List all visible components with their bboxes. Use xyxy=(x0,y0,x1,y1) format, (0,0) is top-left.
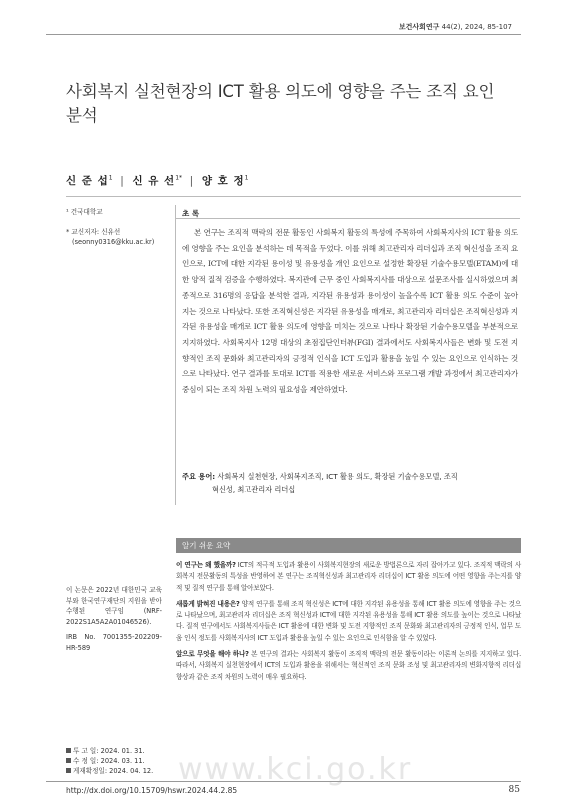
author-separator: | xyxy=(120,175,125,187)
affiliation: ¹ 건국대학교 xyxy=(66,208,103,216)
accepted-date: 게재확정일: 2024. 04. 12. xyxy=(73,767,154,776)
journal-issue: 44(2), 2024, 85-107 xyxy=(439,23,512,31)
page-number: 85 xyxy=(508,785,520,795)
abstract-heading: 초 록 xyxy=(182,209,200,218)
summary-answer: 본 연구의 결과는 사회복지 활동이 조직적 맥락의 전문 활동이라는 이론적 논의를 지지하고 있다. 따라서, 사회복지 실천현장에서 ICT의 도입과 활용을 위해서는 혁신적인 조직 문화 조성 및 최고관리자의 변화지향적 리더십 향상과 같은 조직 차원의 노력이 매우 필요하다. xyxy=(176,650,522,681)
summary-question: 이 연구는 왜 했을까? xyxy=(176,561,236,569)
easy-summary-heading: 알기 쉬운 요약 xyxy=(182,541,231,550)
author-mark: 1 xyxy=(244,174,249,182)
author-separator: | xyxy=(189,175,195,187)
easy-summary-header xyxy=(176,538,521,553)
abstract-text: 본 연구는 조직적 맥락의 전문 활동인 사회복지 활동의 특성에 주목하여 사회복지사의 ICT 활용 의도에 영향을 주는 요인을 분석하는 데 목적을 두었다. 이를 위해 최고관리자 리더십과 조직 혁신성을 조직 요인으로, ICT에 대한 지각된 용이성 및 유용성을 개인 요인으로 설정한 확장된 기술수용모델(ETAM)에 대한 양적 질적 검증을 수행하였다. 복지관에 근무 중인 사회복지사를 대상으로 설문조사를 실시하였으며 최종적으로 316명의 응답을 분석한 결과, 지각된 유용성과 용이성이 높을수록 ICT 활용 의도 수준이 높아지는 것으로 나타났다. 또한 조직혁신성은 지각된 유용성을 매개로, 최고관리자 리더십은 조직혁신성과 지각된 유용성을 매개로 ICT 활용 의도에 영향을 미치는 것으로 나타나 확장된 기술수용모델을 부분적으로 지지하였다. 사회복지사 12명 대상의 초점집단인터뷰(FGI) 결과에서도 사회복지사들은 변화 및 도전 지향적인 조직 문화와 최고관리자의 긍정적 인식을 ICT 도입과 활용을 높일 수 있는 요인으로 인식하는 것으로 나타났다. 연구 결과를 토대로 ICT를 적용한 새로운 서비스와 프로그램 개발 과정에서 최고관리자가 중심이 되는 조직 차원 노력의 필요성을 제안하였다. xyxy=(182,228,518,395)
corresponding-email: (seonny0316@kku.ac.kr) xyxy=(72,238,155,246)
journal-name: 보건사회연구 xyxy=(398,23,440,31)
author-mark: 1* xyxy=(175,174,183,182)
doi-link[interactable]: http://dx.doi.org/10.15709/hswr.2024.44.2.85 xyxy=(66,786,238,795)
keywords-line-1: 사회복지 실천현장, 사회복지조직, ICT 활용 의도, 확장된 기술수용모델, 조직 xyxy=(217,472,458,481)
bottom-rule xyxy=(46,781,521,782)
summary-answer: 양적 연구를 통해 조직 혁신성은 ICT에 대한 지각된 유용성을 통해 ICT 활용 의도에 영향을 주는 것으로 나타났으며, 최고관리자 리더십은 조직 혁신성과 ICT에 대한 지각된 유용성을 통해 ICT 활용 의도를 높이는 것으로 나타났다. 질적 연구에서도 사회복지사들은 ICT 활용에 대한 변화 및 도전 지향적인 조직 문화와 최고관리자의 긍정적 인식, 업무 도움 인식 정도를 사회복지사의 ICT 도입과 활용을 높일 수 있는 요인으로 인식함을 알 수 있었다. xyxy=(176,599,521,642)
abstract-heading-rule xyxy=(175,218,520,219)
corresponding-author: * 교신저자: 신유선 xyxy=(66,228,121,236)
article-title: 사회복지 실천현장의 ICT 활용 의도에 영향을 주는 조직 요인 분석 xyxy=(66,82,495,125)
author-name: 신 준 섭 xyxy=(66,175,109,187)
keywords-label: 주요 용어: xyxy=(182,472,216,481)
summary-question: 앞으로 무엇을 해야 하나? xyxy=(176,650,249,659)
journal-info xyxy=(399,22,512,32)
keywords-line-2: 혁신성, 최고관리자 리더십 xyxy=(212,485,296,494)
received-date: 투 고 일: 2024. 01. 31. xyxy=(73,747,145,755)
summary-answer: ICT의 적극적 도입과 활용이 사회복지현장의 새로운 방법론으로 자리 잡아가고 있다. 조직적 맥락의 사회복지 전문활동의 특성을 반영하여 본 연구는 조직혁신성과 최고관리자 리더십이 ICT 활용 의도에 어떤 영향을 주는지를 양적 및 질적 연구를 통해 알아보았다. xyxy=(176,561,521,592)
top-rule xyxy=(46,34,521,35)
easy-summary-body xyxy=(176,560,521,688)
funding-text: 이 논문은 2022년 대한민국 교육부와 한국연구재단의 지원을 받아 수행된 연구임 (NRF-2022S1A5A2A01046526). xyxy=(66,586,162,626)
revised-date: 수 정 일: 2024. 03. 11. xyxy=(73,757,145,766)
irb-number: IRB No. 7001355-202209-HR-589 xyxy=(66,633,162,652)
bullet-square-icon xyxy=(66,758,71,763)
funding-note xyxy=(66,585,162,658)
author-name: 신 유 선 xyxy=(132,175,176,187)
author-list xyxy=(66,173,248,188)
article-dates xyxy=(66,746,166,777)
bullet-square-icon xyxy=(66,748,71,753)
keywords xyxy=(182,470,518,496)
bullet-square-icon xyxy=(66,768,71,773)
watermark: www.kci.go.kr xyxy=(178,752,413,787)
summary-question: 새롭게 밝혀진 내용은? xyxy=(176,599,240,608)
author-mark: 1 xyxy=(108,174,113,182)
authors-rule xyxy=(66,196,521,197)
author-name: 양 호 정 xyxy=(201,175,245,187)
